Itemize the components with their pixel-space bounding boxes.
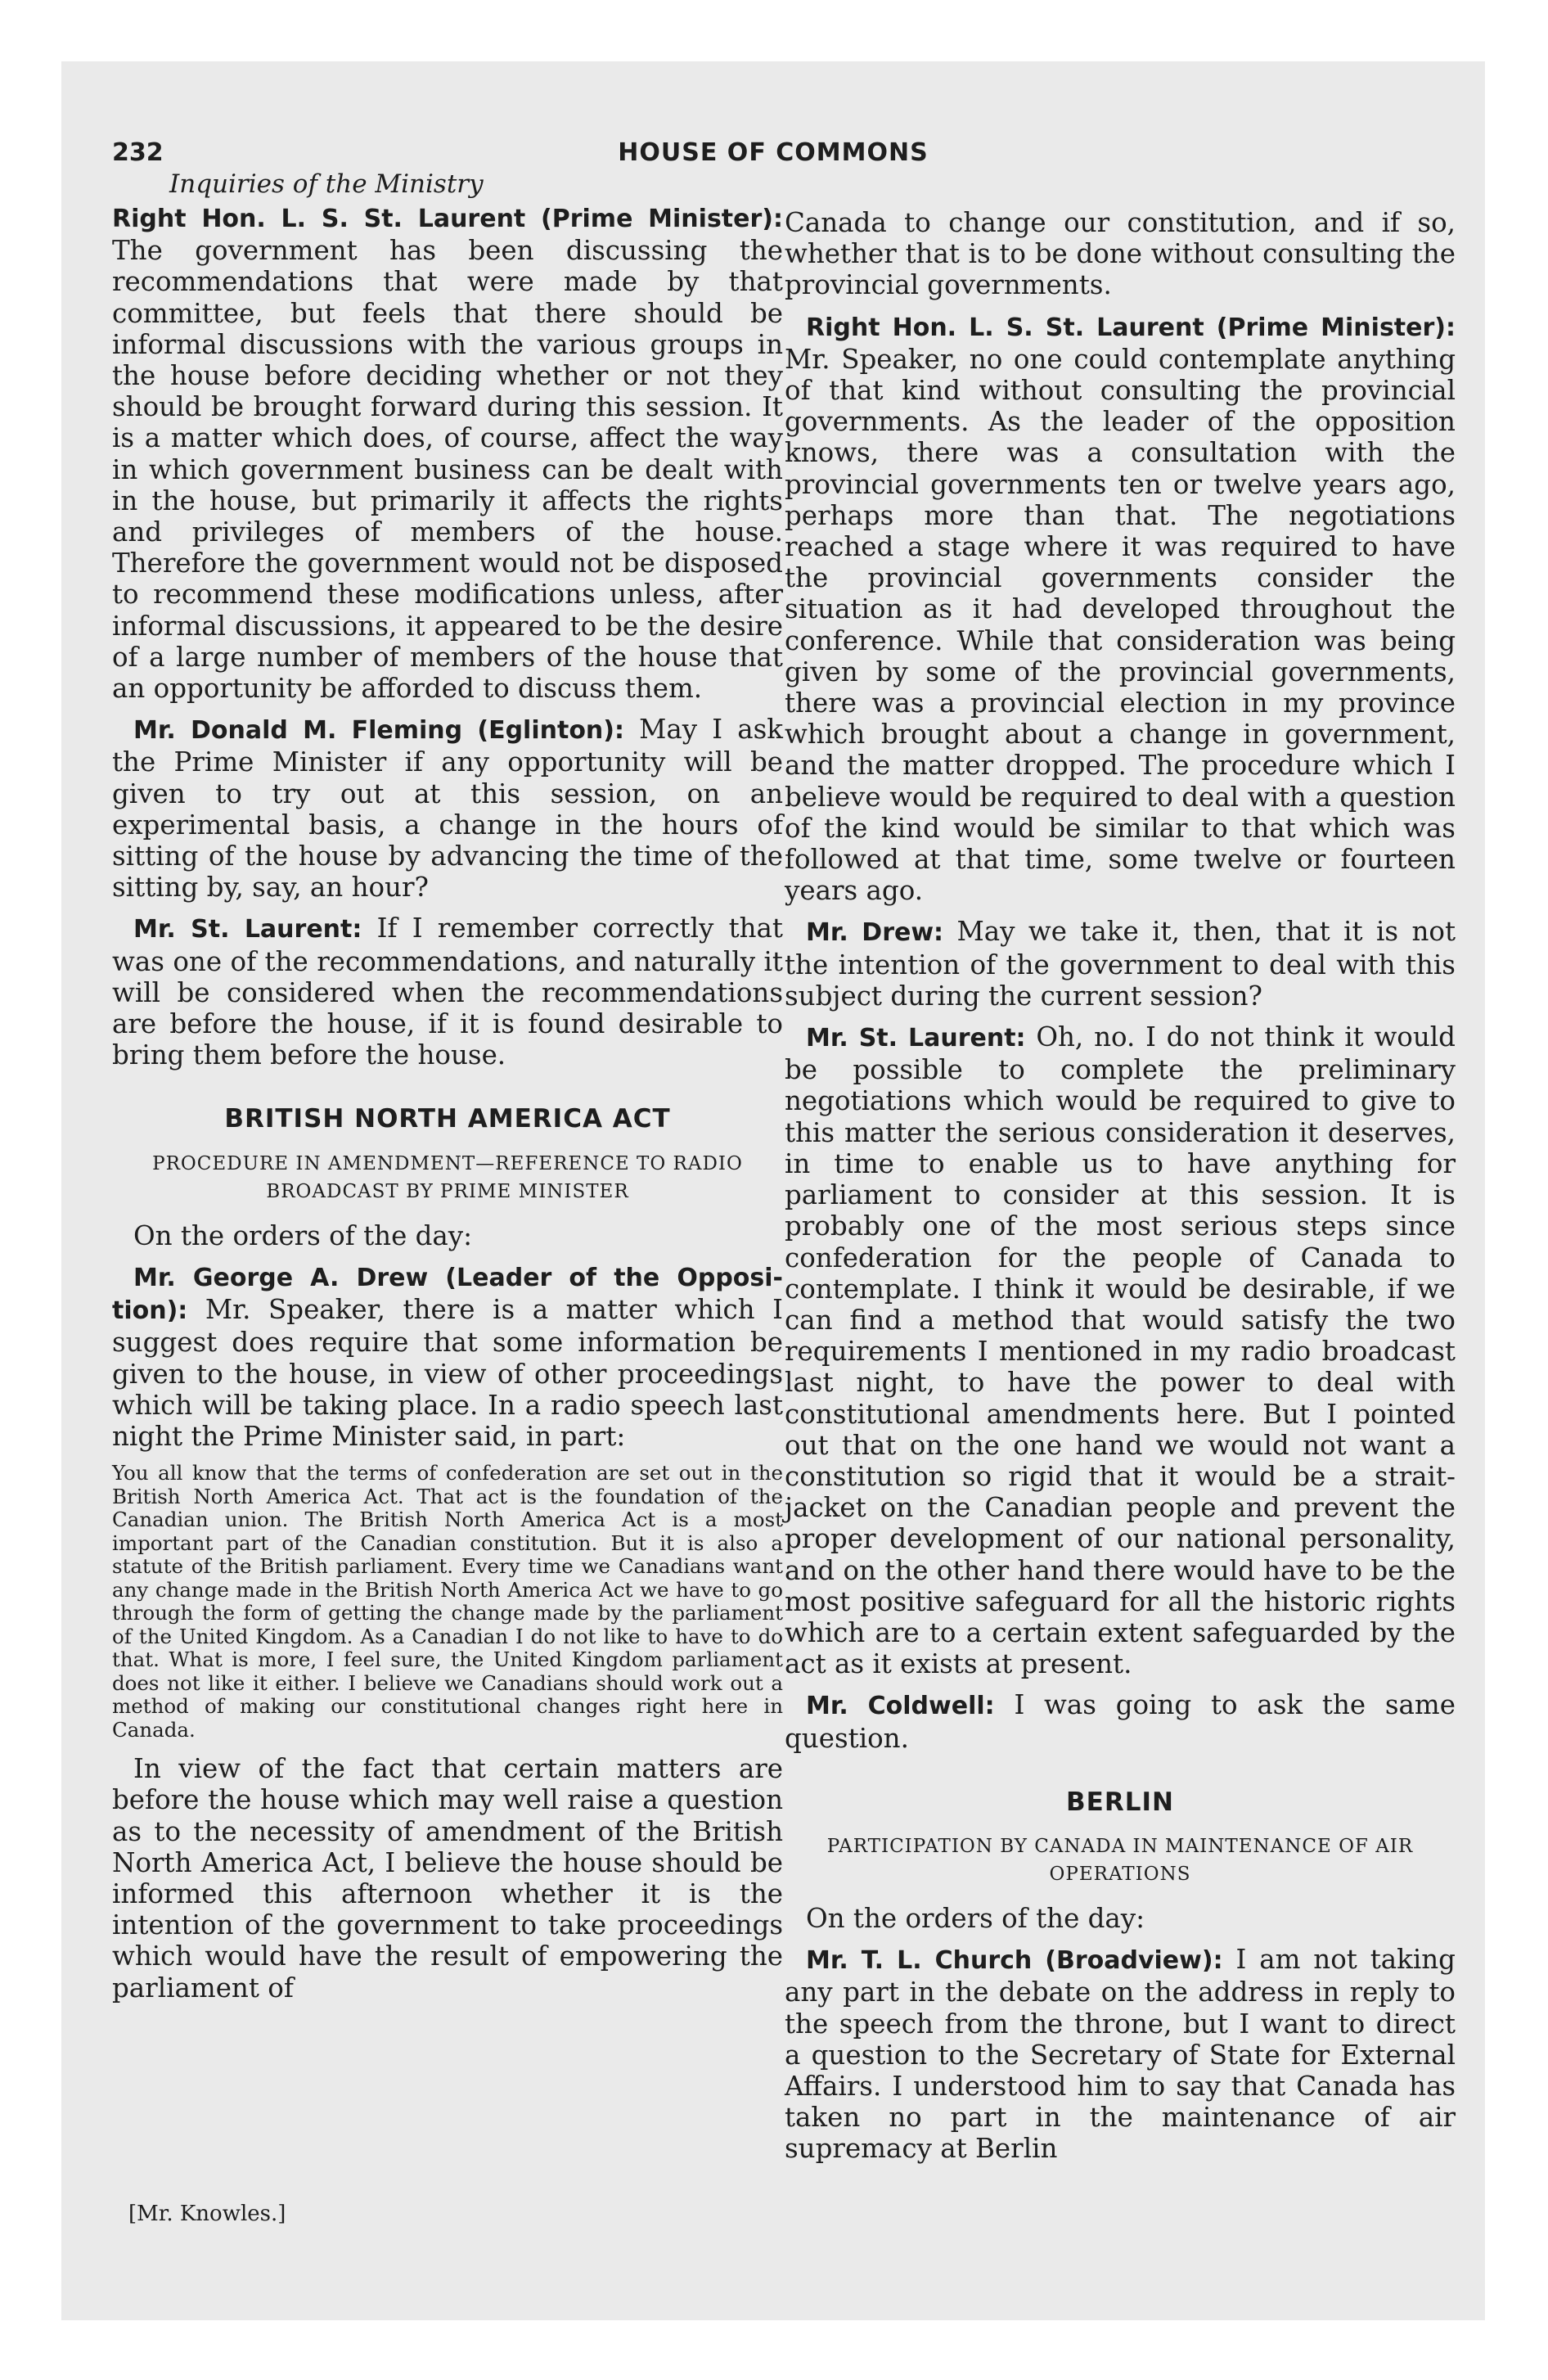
page-number: 232 [112,138,164,167]
speaker-name: Mr. George A. Drew (Leader of the Opposition): [112,1263,783,1326]
paragraph [112,202,783,704]
block-quote: You all know that the terms of confederation are set out in the British North America Act. That act is the foundation of the Canadian union. The British North America Act is a most important part of the Canadian constitution. But it is also a statute of the British parliament. Every time we Canadians want any change made in the British North America Act we have to go through the form of getting the change made by the parliament of the United Kingdom. As a Canadian I do not like to have to do that. What is more, I feel sure, the United Kingdom parliament does not like it either. I believe we Canadians should work out a method of making our constitutional changes right here in Canada. [112,1461,783,1742]
paragraph-text: Oh, no. I do not think it would be possible to complete the preliminary negotiations which would be required to give to this matter the serious consideration it deserves, in time to enable us to have anything for parliament to consider at this session. It is probably one of the most serious steps since confederation for the people of Canada to contemplate. I think it would be desirable, if we can find a method that would satisfy the two requirements I mentioned in my radio broadcast last night, to have the power to deal with constitutional amendments here. But I pointed out that on the one hand we would not want a constitution so rigid that it would be a strait-jacket on the Canadian people and prevent the proper development of our national personality, and on the other hand there would have to be the most positive safeguard for all the historic rights which are to a certain extent safeguarded by the act as it exists at present. [785,1021,1456,1680]
paragraph-text: May we take it, then, that it is not the intention of the government to deal with this subject during the current session? [785,916,1456,1012]
paragraph-text: The government has been discussing the recommendations that were made by that committee, but feels that there should be informal discussions with the various groups in the house before deciding whether or not they should be brought forward during this session. It is a matter which does, of course, affect the way in which government business can be dealt with in the house, but primarily it affects the rights and privileges of members of the house. Therefore the government would not be disposed to recommend these modifications unless, after informal discussions, it appeared to be the desire of a large number of members of the house that an opportunity be afforded to discuss them. [112,235,783,705]
paragraph [785,311,1456,907]
section-heading: BRITISH NORTH AMERICA ACT [224,1104,671,1134]
paragraph-text: Mr. Speaker, there is a matter which I suggest does require that some information be given to the house, in view of other proceedings which will be taking place. In a radio speech last night the Prime Minister said, in part: [112,1294,783,1452]
paragraph-text: I was going to ask the same question. [785,1689,1456,1754]
paragraph [785,916,1456,1012]
speaker-name: Mr. T. L. Church (Broadview): [806,1946,1223,1976]
paragraph [785,1021,1456,1679]
paragraph-text: May I ask the Prime Minister if any opportunity will be given to try out at this session, on an experimental basis, a change in the hours of sitting of the house by advancing the time of the sitting by, say, an hour? [112,714,783,904]
paragraph [785,1689,1456,1753]
speaker-name: Right Hon. L. S. St. Laurent (Prime Minister): [806,313,1456,342]
speaker-name: Mr. St. Laurent: [133,915,362,944]
right-column [785,207,1456,2175]
paragraph-text: I am not taking any part in the debate on the address in reply to the speech from the throne, but I want to direct a question to the Secretary of State for External Affairs. I understood him to say that Canada has taken no part in the maintenance of air supremacy at Berlin [785,1944,1456,2165]
paragraph: Canada to change our constitution, and if so, whether that is to be done without consulting the provincial governments. [785,207,1456,301]
left-column [112,202,783,2013]
footer-signature: [Mr. Knowles.] [128,2202,286,2226]
speaker-name: Mr. Drew: [806,918,944,948]
page-header [61,61,1485,199]
section-heading: BERLIN [1066,1787,1174,1817]
paragraph [112,913,783,1071]
orders-of-the-day: On the orders of the day: [133,1219,473,1251]
orders-of-the-day: On the orders of the day: [806,1902,1145,1934]
document-page [61,61,1485,2320]
speaker-name: Mr. Donald M. Fleming (Eglinton): [133,716,624,746]
section-head: Inquiries of the Ministry [169,169,484,199]
paragraph-text: Mr. Speaker, no one could contemplate anything of that kind without consulting the provincial governments. As the leader of the opposition knows, there was a consultation with the provincial governments ten or twelve years ago, perhaps more than that. The negotiations reached a stage where it was required to have the provincial governments consider the situation as it had developed throughout the conference. While that consideration was being given by some of the provincial governments, there was a provincial election in my province which brought about a change in government, and the matter dropped. The procedure which I believe would be required to deal with a question of the kind would be similar to that which was followed at that time, some twelve or fourteen years ago. [785,343,1456,907]
paragraph [785,1944,1456,2164]
speaker-name: Right Hon. L. S. St. Laurent (Prime Minister): [112,205,783,233]
section-subheading: PROCEDURE IN AMENDMENT—REFERENCE TO RADIO BROADCAST BY PRIME MINISTER [152,1152,743,1202]
paragraph-text: If I remember correctly that was one of the recommendations, and naturally it will be considered when the recommendations are before the house, if it is found desirable to bring them before the house. [112,913,783,1071]
running-head: HOUSE OF COMMONS [618,138,929,167]
paragraph: In view of the fact that certain matters are before the house which may well raise a question as to the necessity of amendment of the British North America Act, I believe the house should be informed this afternoon whether it is the intention of the government to take proceedings which would have the result of empowering the parliament of [112,1753,783,2004]
section-subheading: PARTICIPATION BY CANADA IN MAINTENANCE OF AIR OPERATIONS [826,1835,1414,1885]
speaker-name: Mr. St. Laurent: [806,1024,1026,1053]
speaker-name: Mr. Coldwell: [806,1692,995,1721]
paragraph [112,714,783,903]
paragraph [112,1261,783,1452]
